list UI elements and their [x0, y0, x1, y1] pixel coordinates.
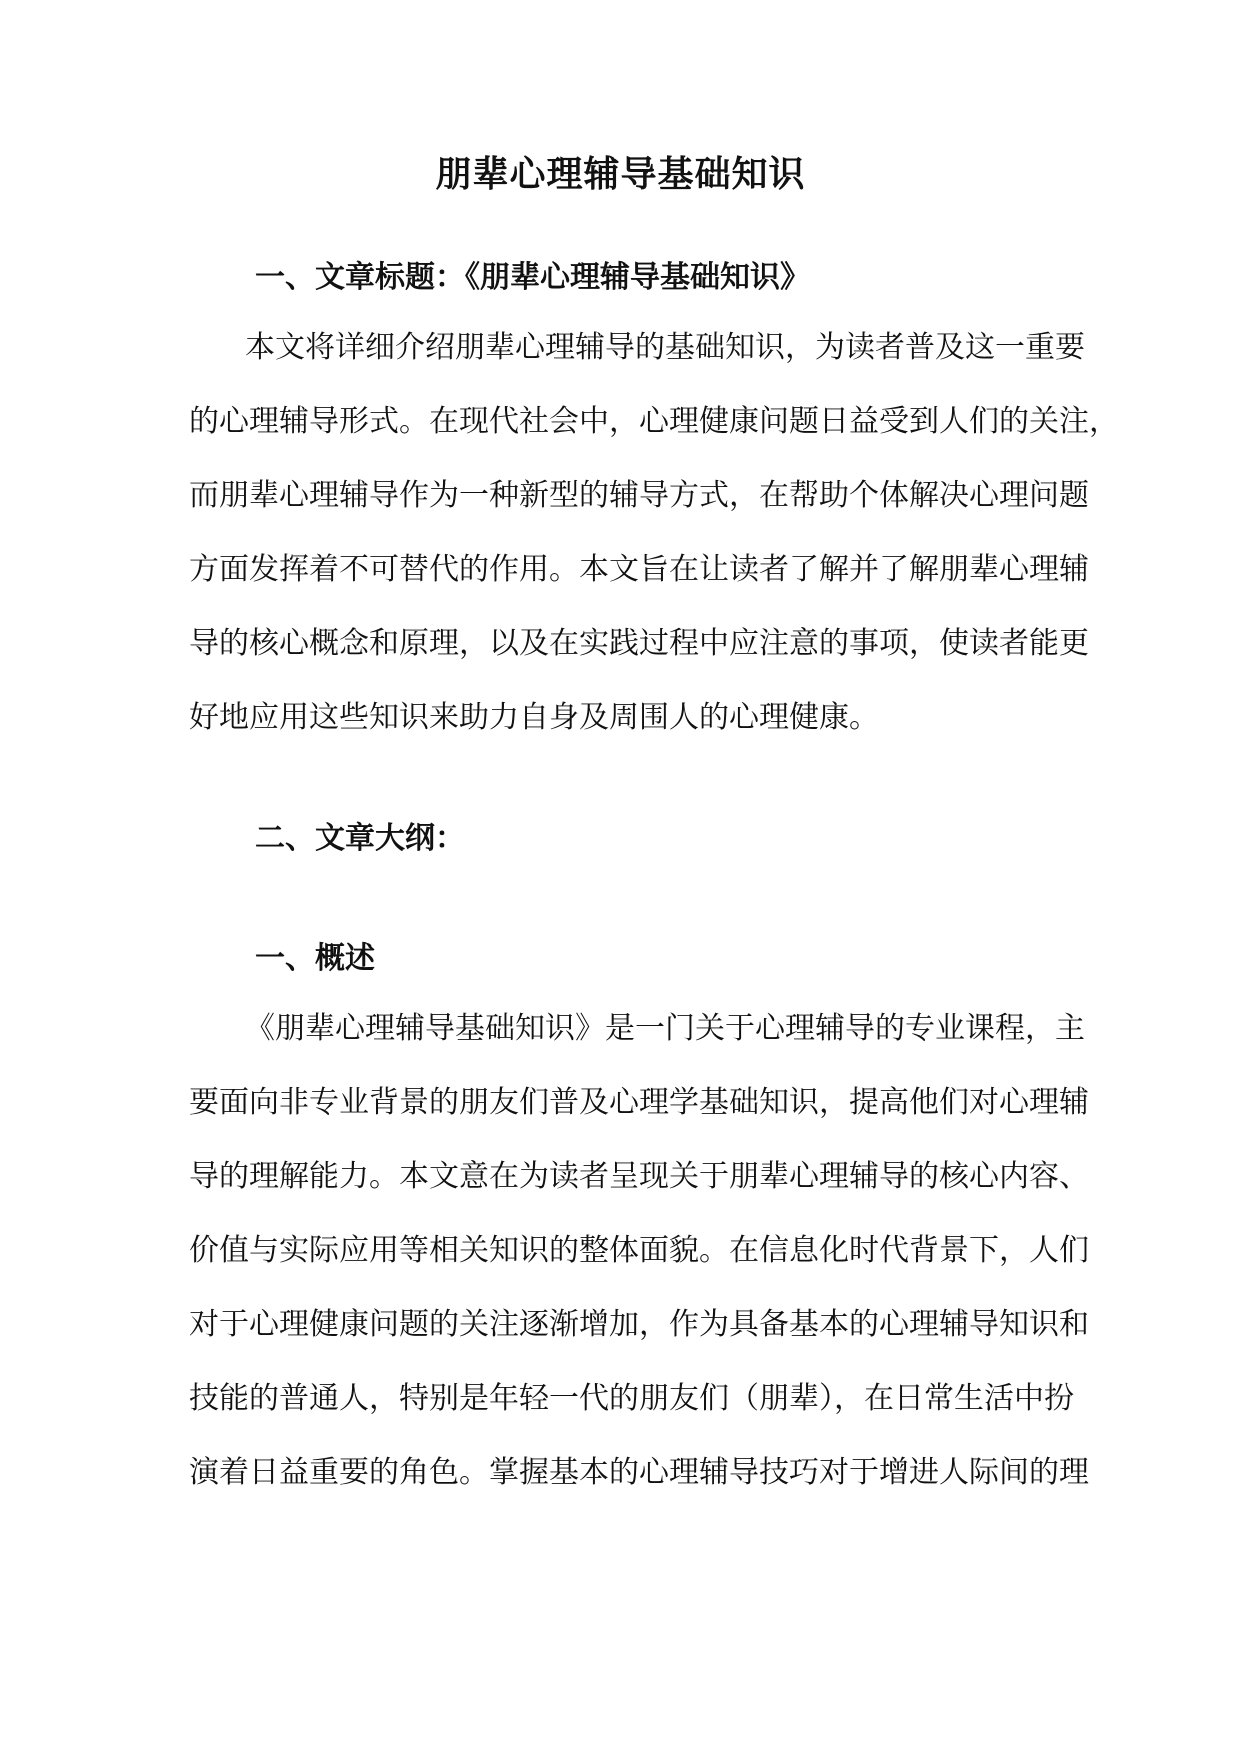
- section-heading-overview: 一、概述: [255, 941, 375, 976]
- document-title: 朋辈心理辅导基础知识: [435, 153, 806, 195]
- paragraph-line: 的心理辅导形式。在现代社会中，心理健康问题日益受到人们的关注，: [189, 404, 1119, 439]
- section-heading-outline: 二、文章大纲：: [255, 821, 465, 856]
- paragraph-line: 导的理解能力。本文意在为读者呈现关于朋辈心理辅导的核心内容、: [189, 1159, 1089, 1194]
- paragraph-line: 技能的普通人，特别是年轻一代的朋友们（朋辈），在日常生活中扮: [189, 1381, 1074, 1416]
- paragraph-line: 要面向非专业背景的朋友们普及心理学基础知识，提高他们对心理辅: [189, 1085, 1089, 1120]
- paragraph-line: 好地应用这些知识来助力自身及周围人的心理健康。: [189, 700, 879, 735]
- paragraph-line: 演着日益重要的角色。掌握基本的心理辅导技巧对于增进人际间的理: [189, 1455, 1089, 1490]
- paragraph-line: 导的核心概念和原理，以及在实践过程中应注意的事项，使读者能更: [189, 626, 1089, 661]
- paragraph-line: 对于心理健康问题的关注逐渐增加，作为具备基本的心理辅导知识和: [189, 1307, 1089, 1342]
- paragraph-line: 本文将详细介绍朋辈心理辅导的基础知识，为读者普及这一重要: [245, 330, 1085, 365]
- section-heading-article-title: 一、文章标题：《朋辈心理辅导基础知识》: [255, 260, 810, 295]
- paragraph-line: 而朋辈心理辅导作为一种新型的辅导方式，在帮助个体解决心理问题: [189, 478, 1089, 513]
- paragraph-line: 方面发挥着不可替代的作用。本文旨在让读者了解并了解朋辈心理辅: [189, 552, 1089, 587]
- paragraph-line: 《朋辈心理辅导基础知识》是一门关于心理辅导的专业课程，主: [245, 1011, 1085, 1046]
- paragraph-line: 价值与实际应用等相关知识的整体面貌。在信息化时代背景下，人们: [189, 1233, 1089, 1268]
